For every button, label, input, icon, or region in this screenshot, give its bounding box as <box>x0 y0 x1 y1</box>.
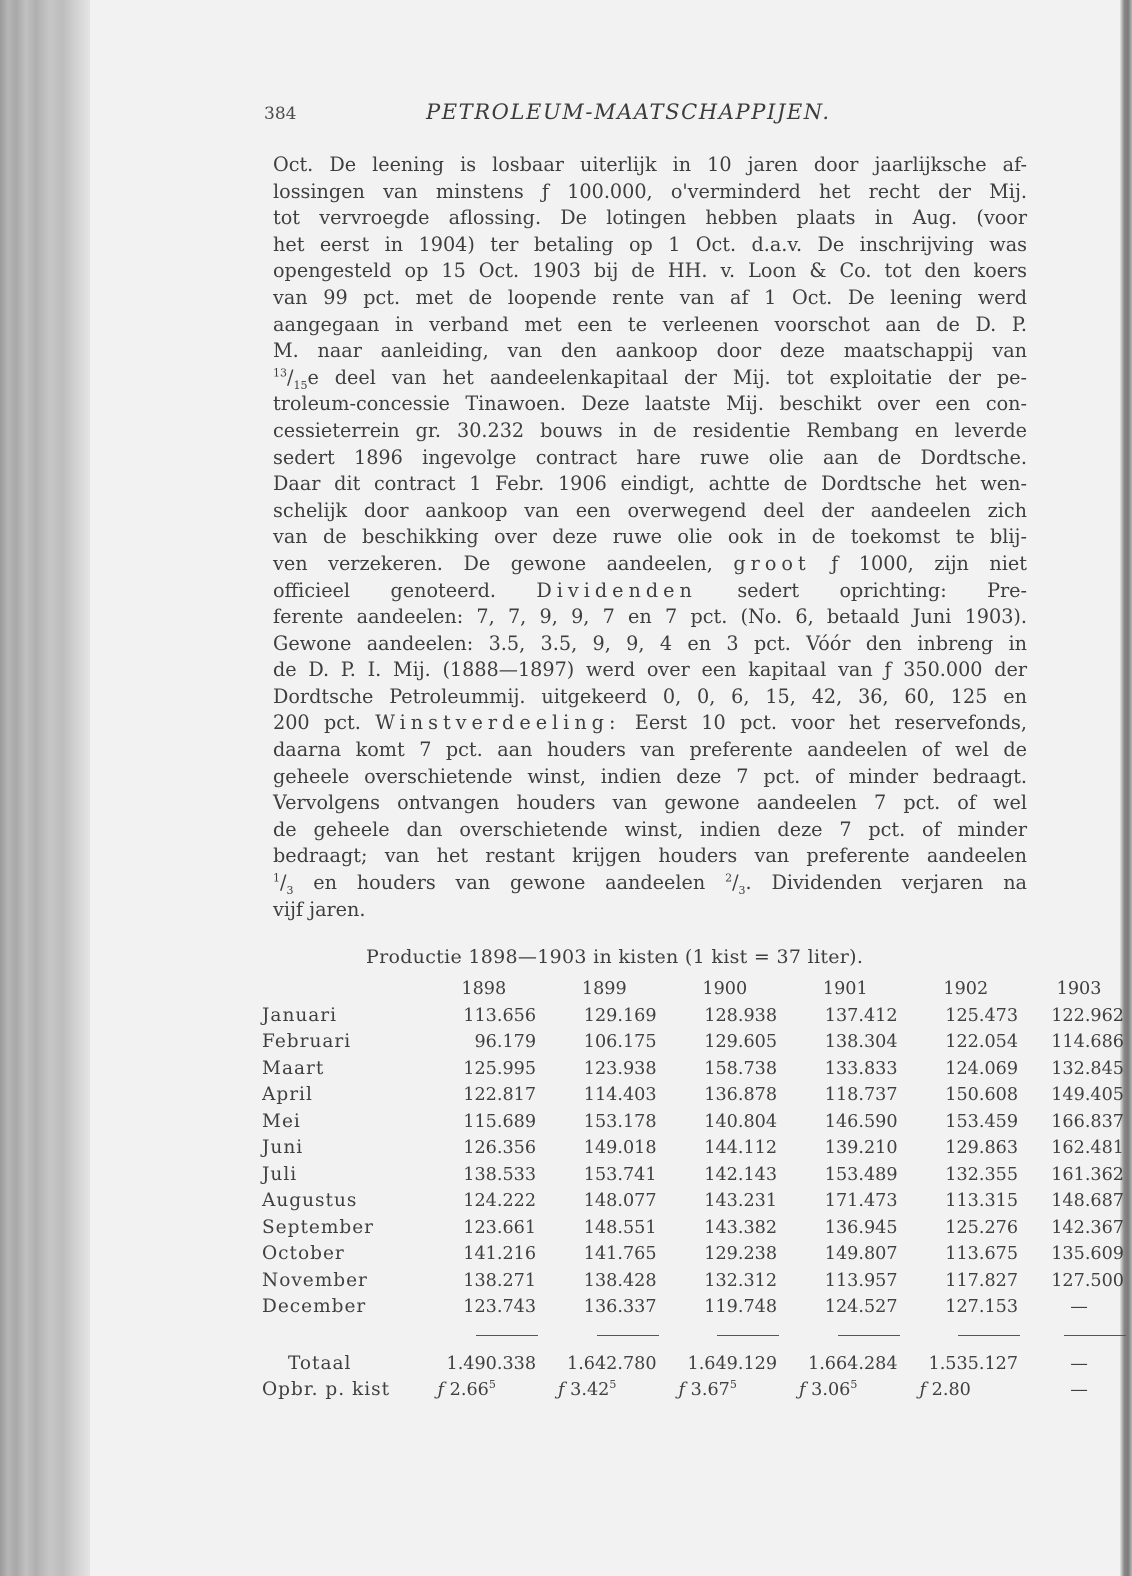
production-value: 136.337 <box>583 1297 657 1317</box>
production-value: 128.938 <box>704 1005 778 1026</box>
table-row <box>262 1215 1132 1242</box>
header-year: 1901 <box>822 979 868 999</box>
text-fragment: en houders van gewone aandeelen <box>313 871 706 895</box>
text-fragment: ven verzekeren. De gewone aandeelen, <box>273 551 713 575</box>
production-value: 137.412 <box>824 1005 898 1026</box>
production-value: 129.605 <box>704 1032 778 1052</box>
text-line-fraction: $^1/_3$ en houders van gewone aandeelen $^2/_3$. Dividenden verjaren na <box>273 871 1027 897</box>
production-value: 141.216 <box>463 1244 537 1264</box>
body-text <box>273 152 1027 923</box>
florin-sign: ƒ <box>799 1380 806 1400</box>
production-value: 135.609 <box>1051 1244 1124 1264</box>
text-line: sedert 1896 ingevolge contract hare ruwe olie aan de Dordtsche. <box>273 445 1027 469</box>
sum-rule <box>476 1335 538 1336</box>
text-fragment: sedert oprichting: Pre- <box>737 578 1027 602</box>
florin-sign: ƒ <box>919 1380 927 1400</box>
rule-cell <box>785 1321 906 1351</box>
production-value: 126.356 <box>463 1138 537 1158</box>
text-line: Vervolgens ontvangen houders van gewone aandeelen 7 pct. of wel <box>273 791 1027 815</box>
production-value: 124.222 <box>463 1191 537 1211</box>
rule-cell <box>665 1321 786 1351</box>
revenue-fraction-sup: 5 <box>609 1378 617 1392</box>
table-row <box>262 1135 1132 1162</box>
production-value: 153.459 <box>945 1111 1019 1132</box>
sum-rule <box>1064 1335 1126 1336</box>
production-value: 138.271 <box>463 1270 537 1291</box>
fraction-numerator: 2 <box>725 871 733 885</box>
text-line: lossingen van minstens ƒ 100.000, o'verminderd het recht der Mij. <box>273 179 1027 203</box>
text-line-fraction: $^{13}/_{15}e$ deel van het aandeelenkapitaal der Mij. tot exploitatie der pe- <box>273 365 1027 392</box>
production-value: 171.473 <box>824 1191 898 1211</box>
header-month <box>262 976 424 1003</box>
text-line: daarna komt 7 pct. aan houders van preferente aandeelen of wel de <box>273 738 1027 762</box>
fraction-numerator: 1 <box>273 871 280 885</box>
production-value: 114.686 <box>1051 1032 1124 1052</box>
fraction-denominator: 3 <box>286 883 294 897</box>
text-fragment: ƒ 1000, zijn niet <box>831 551 1027 575</box>
month-label: Juli <box>262 1163 298 1185</box>
production-value: 146.590 <box>824 1111 898 1132</box>
text-line: vijf jaren. <box>273 897 366 921</box>
text-line: van 99 pct. met de loopende rente van af 1 Oct. De leening werd <box>273 285 1027 309</box>
text-line: geheele overschietende winst, indien deze 7 pct. of minder bedraagt. <box>273 764 1027 788</box>
production-value: 113.315 <box>945 1191 1019 1211</box>
production-value: 115.689 <box>463 1111 537 1132</box>
text-line: Gewone aandeelen: 3.5, 3.5, 9, 9, 4 en 3 pct. Vóór den inbreng in <box>273 631 1027 655</box>
month-label: Maart <box>262 1057 325 1079</box>
production-value: 148.551 <box>583 1217 657 1238</box>
table-row <box>262 1188 1132 1215</box>
production-value: 150.608 <box>945 1085 1019 1105</box>
revenue-value <box>785 1377 906 1404</box>
spaced-emphasis: Winstverdeeling: <box>375 711 621 735</box>
rule-cell <box>1026 1321 1132 1351</box>
sum-rule <box>597 1335 659 1336</box>
revenue-amount: 3.06 <box>811 1380 851 1400</box>
revenue-fraction-sup: 5 <box>729 1378 737 1392</box>
production-value: 136.945 <box>824 1217 898 1238</box>
production-value: 166.837 <box>1051 1111 1124 1132</box>
month-label: Januari <box>262 1004 338 1026</box>
production-value: 113.656 <box>463 1005 537 1026</box>
table-caption: Productie 1898—1903 in kisten (1 kist = 37 liter). <box>366 946 864 968</box>
production-value: 125.995 <box>463 1058 537 1079</box>
revenue-amount: 3.42 <box>570 1380 610 1400</box>
table-row <box>262 1029 1132 1056</box>
rule-spacer <box>262 1321 424 1351</box>
table-row <box>262 1082 1132 1109</box>
revenue-value <box>906 1377 1027 1404</box>
total-value: 1.535.127 <box>928 1353 1019 1374</box>
revenue-value <box>665 1377 786 1404</box>
rule-cell <box>544 1321 665 1351</box>
total-value: 1.649.129 <box>687 1353 778 1374</box>
production-value: 123.661 <box>463 1217 537 1238</box>
text-line-spaced <box>273 551 1027 578</box>
production-value: 138.533 <box>463 1164 537 1185</box>
text-line: aangegaan in verband met een te verleenen voorschot aan de D. P. <box>273 312 1027 336</box>
table-row <box>262 1056 1132 1083</box>
text-line: van de beschikking over deze ruwe olie ook in de toekomst te blij- <box>273 525 1027 549</box>
production-value: 122.817 <box>463 1085 537 1105</box>
text-line: opengesteld op 15 Oct. 1903 bij de HH. v. Loon & Co. tot den koers <box>273 259 1027 283</box>
total-label: Totaal <box>288 1352 352 1374</box>
text-line: troleum-concessie Tinawoen. Deze laatste Mij. beschikt over een con- <box>273 392 1027 416</box>
sum-rule <box>958 1335 1020 1336</box>
fraction-numerator: 13 <box>273 366 287 380</box>
production-value: 96.179 <box>474 1032 537 1052</box>
total-row <box>262 1351 1132 1378</box>
production-value: 149.405 <box>1051 1085 1124 1105</box>
month-label: Februari <box>262 1031 352 1052</box>
text-line: bedraagt; van het restant krijgen houders van preferente aandeelen <box>273 844 1027 868</box>
revenue-amount: 2.80 <box>931 1380 971 1400</box>
spaced-emphasis: Dividenden <box>536 578 697 602</box>
sum-rule <box>717 1335 779 1336</box>
revenue-amount: 3.67 <box>690 1380 730 1400</box>
production-value: 144.112 <box>704 1138 778 1158</box>
header-year: 1898 <box>461 979 507 999</box>
production-value: 124.069 <box>945 1058 1019 1079</box>
table-row <box>262 1241 1132 1268</box>
header-year: 1899 <box>581 979 627 999</box>
sum-rule <box>838 1335 900 1336</box>
revenue-fraction-sup: 5 <box>488 1378 496 1392</box>
production-value: 148.077 <box>583 1191 657 1211</box>
production-value: 117.827 <box>945 1270 1019 1291</box>
table-row <box>262 1162 1132 1189</box>
production-value: 138.428 <box>583 1270 657 1291</box>
production-value: 106.175 <box>583 1032 657 1052</box>
revenue-value <box>544 1377 665 1404</box>
spaced-emphasis: groot <box>733 551 811 575</box>
production-value: 153.178 <box>583 1111 657 1132</box>
revenue-row <box>262 1377 1132 1404</box>
text-fragment: 200 pct. <box>273 711 361 735</box>
text-line-spaced <box>273 710 1027 737</box>
production-value: 133.833 <box>824 1058 898 1079</box>
text-line: ferente aandeelen: 7, 7, 9, 9, 7 en 7 pct. (No. 6, betaald Juni 1903). <box>273 605 1027 629</box>
running-head-title: PETROLEUM-MAATSCHAPPIJEN. <box>426 100 831 124</box>
production-value: 138.304 <box>824 1032 898 1052</box>
production-value: 132.312 <box>704 1270 778 1291</box>
text-line: M. naar aanleiding, van den aankoop door deze maatschappij van <box>273 339 1027 363</box>
production-value: 129.238 <box>704 1244 778 1264</box>
total-value: 1.664.284 <box>808 1353 898 1374</box>
production-value: 124.527 <box>824 1297 898 1317</box>
production-value: 149.807 <box>824 1244 898 1264</box>
production-value: 141.765 <box>583 1244 657 1264</box>
production-value: 153.489 <box>824 1164 898 1185</box>
production-value: 113.675 <box>945 1244 1019 1264</box>
total-value: 1.642.780 <box>567 1353 657 1374</box>
text-fragment: e deel van het aandeelenkapitaal der Mij. tot exploitatie der pe- <box>307 365 1027 389</box>
header-year: 1902 <box>943 979 989 999</box>
rule-cell <box>906 1321 1027 1351</box>
total-value: — <box>1070 1353 1088 1374</box>
florin-sign: ƒ <box>558 1380 565 1400</box>
production-value: 129.169 <box>583 1005 657 1026</box>
fraction-denominator: 15 <box>293 378 308 392</box>
production-value: 136.878 <box>704 1085 778 1105</box>
text-line: de D. P. I. Mij. (1888—1897) werd over een kapitaal van ƒ 350.000 der <box>273 658 1027 682</box>
production-value: 123.938 <box>583 1058 657 1079</box>
production-value: 132.845 <box>1051 1058 1124 1079</box>
florin-sign: ƒ <box>437 1380 445 1400</box>
rule-cell <box>424 1321 545 1351</box>
month-label: October <box>262 1243 345 1264</box>
text-line: Dordtsche Petroleummij. uitgekeerd 0, 0, 6, 15, 42, 36, 60, 125 en <box>273 684 1027 708</box>
production-value: — <box>1070 1297 1088 1317</box>
production-value: 127.500 <box>1051 1270 1124 1291</box>
text-line: Oct. De leening is losbaar uiterlijk in 10 jaren door jaarlijksche af- <box>273 153 1027 176</box>
total-value: 1.490.338 <box>446 1353 537 1374</box>
production-value: 139.210 <box>824 1138 898 1158</box>
production-value: 132.355 <box>945 1164 1019 1185</box>
production-value: 118.737 <box>824 1085 898 1105</box>
text-line: het eerst in 1904) ter betaling op 1 Oct. d.a.v. De inschrijving was <box>273 232 1027 256</box>
production-value: 143.382 <box>704 1217 778 1238</box>
month-label: September <box>262 1216 375 1238</box>
table-row <box>262 1003 1132 1030</box>
production-value: 114.403 <box>583 1085 657 1105</box>
production-value: 125.473 <box>945 1005 1019 1026</box>
table-header-row <box>262 976 1132 1003</box>
production-value: 153.741 <box>583 1164 657 1185</box>
revenue-value: — <box>1070 1380 1088 1400</box>
text-line: schelijk door aankoop van een overwegend deel der aandeelen zich <box>273 498 1027 522</box>
revenue-amount: 2.66 <box>449 1380 489 1400</box>
text-line: de geheele dan overschietende winst, indien deze 7 pct. of minder <box>273 817 1027 841</box>
fraction-denominator: 3 <box>738 883 746 897</box>
header-year: 1900 <box>702 979 748 999</box>
production-value: 113.957 <box>824 1270 898 1291</box>
text-fragment: . Dividenden verjaren na <box>745 871 1027 895</box>
production-value: 129.863 <box>945 1138 1019 1158</box>
text-line-spaced <box>273 578 1027 605</box>
month-label: April <box>262 1084 313 1105</box>
month-label: Mei <box>262 1110 301 1132</box>
text-line: Daar dit contract 1 Febr. 1906 eindigt, achtte de Dordtsche het wen- <box>273 472 1027 496</box>
sum-rule-row <box>262 1321 1132 1351</box>
table-row <box>262 1268 1132 1295</box>
production-value: 148.687 <box>1051 1191 1124 1211</box>
month-label: Augustus <box>262 1190 358 1211</box>
table-row <box>262 1109 1132 1136</box>
production-value: 143.231 <box>704 1191 778 1211</box>
production-value: 140.804 <box>704 1111 778 1132</box>
revenue-value <box>424 1377 545 1404</box>
production-value: 127.153 <box>945 1297 1019 1317</box>
production-table <box>262 976 1132 1404</box>
text-line: tot vervroegde aflossing. De lotingen hebben plaats in Aug. (voor <box>273 206 1027 230</box>
production-value: 149.018 <box>583 1138 657 1158</box>
production-value: 125.276 <box>945 1217 1019 1238</box>
production-value: 123.743 <box>463 1297 537 1317</box>
florin-sign: ƒ <box>678 1380 686 1400</box>
revenue-fraction-sup: 5 <box>850 1378 858 1392</box>
production-value: 142.367 <box>1051 1217 1124 1238</box>
production-value: 142.143 <box>704 1164 778 1185</box>
production-value: 119.748 <box>704 1297 778 1317</box>
production-value: 122.054 <box>945 1032 1019 1052</box>
book-binding-gutter <box>0 0 90 1576</box>
production-value: 161.362 <box>1051 1164 1124 1185</box>
page-number: 384 <box>264 104 297 124</box>
production-value: 162.481 <box>1051 1138 1124 1158</box>
month-label: November <box>262 1269 368 1291</box>
revenue-label: Opbr. p. kist <box>262 1379 391 1400</box>
production-value: 158.738 <box>704 1058 778 1079</box>
production-value: 122.962 <box>1051 1005 1124 1026</box>
header-year: 1903 <box>1056 979 1102 999</box>
running-head <box>264 100 924 130</box>
month-label: December <box>262 1296 367 1317</box>
month-label: Juni <box>262 1137 304 1158</box>
table-row <box>262 1294 1132 1321</box>
text-line: cessieterrein gr. 30.232 bouws in de residentie Rembang en leverde <box>273 418 1027 442</box>
text-fragment: Eerst 10 pct. voor het reservefonds, <box>634 711 1027 735</box>
text-fragment: officieel genoteerd. <box>273 578 496 602</box>
